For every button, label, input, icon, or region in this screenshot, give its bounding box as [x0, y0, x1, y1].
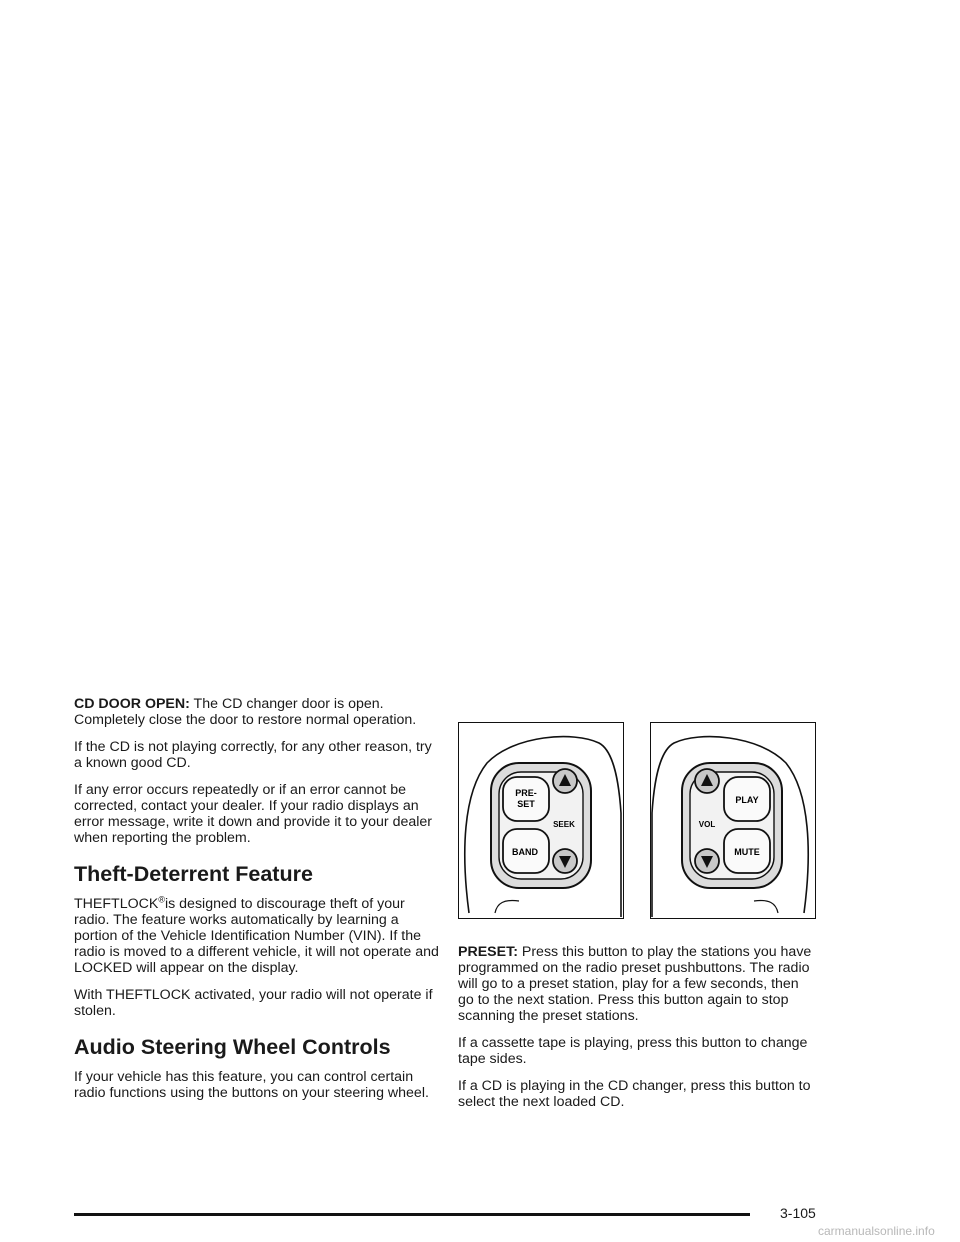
preset-label-line1: PRE-: [515, 788, 537, 798]
page-number: 3-105: [780, 1205, 816, 1221]
right-column: [458, 944, 818, 1121]
preset-paragraph: [458, 944, 818, 1024]
play-label: PLAY: [735, 795, 759, 805]
watermark: carmanualsonline.info: [818, 1224, 935, 1238]
footer-rule: [74, 1213, 750, 1216]
theft-brand: THEFTLOCK: [74, 896, 159, 912]
seek-label: SEEK: [553, 820, 575, 829]
registered-mark: ®: [158, 894, 165, 905]
left-column: [74, 696, 439, 1112]
cd-door-text: The CD changer door is open. Completely close the door to restore normal operation.: [74, 696, 417, 728]
vol-label: VOL: [698, 820, 716, 829]
cassette-paragraph: If a cassette tape is playing, press this button to change tape sides.: [458, 1035, 808, 1067]
preset-label-line2: SET: [517, 799, 535, 809]
theft-heading: Theft-Deterrent Feature: [74, 862, 313, 886]
theft-paragraph: [74, 896, 439, 976]
audio-paragraph: If your vehicle has this feature, you can control certain radio functions using the buttons on your steering wheel.: [74, 1069, 429, 1101]
cd-play-paragraph: If the CD is not playing correctly, for any other reason, try a known good CD.: [74, 739, 432, 771]
theft-text: is designed to discourage theft of your radio. The feature works automatically by learning a portion of the Vehicle Identification Number (VIN). If the radio is moved to a different vehicle, it will not operate and LOCKED will appear on the display.: [74, 896, 439, 976]
preset-lead: PRESET:: [458, 944, 518, 960]
audio-heading: Audio Steering Wheel Controls: [74, 1035, 391, 1059]
cd-door-lead: CD DOOR OPEN:: [74, 696, 190, 712]
cd-door-paragraph: [74, 696, 439, 728]
figure-left-controls: [458, 722, 624, 919]
preset-text: Press this button to play the stations you have programmed on the radio preset pushbuttons. The radio will go to a preset station, play for a few seconds, then go to the next station. Press this button again to stop scanning the preset stations.: [458, 944, 812, 1024]
figure-right-controls: [650, 722, 816, 919]
activated-paragraph: With THEFTLOCK activated, your radio will not operate if stolen.: [74, 987, 433, 1019]
band-label: BAND: [512, 847, 538, 857]
mute-label: MUTE: [734, 847, 760, 857]
right-controls-illustration: [651, 723, 814, 917]
left-controls-illustration: [459, 723, 622, 917]
cd-changer-paragraph: If a CD is playing in the CD changer, press this button to select the next loaded CD.: [458, 1078, 811, 1110]
error-paragraph: If any error occurs repeatedly or if an error cannot be corrected, contact your dealer. If your radio displays an error message, write it down and provide it to your dealer when reporting the problem.: [74, 782, 433, 846]
